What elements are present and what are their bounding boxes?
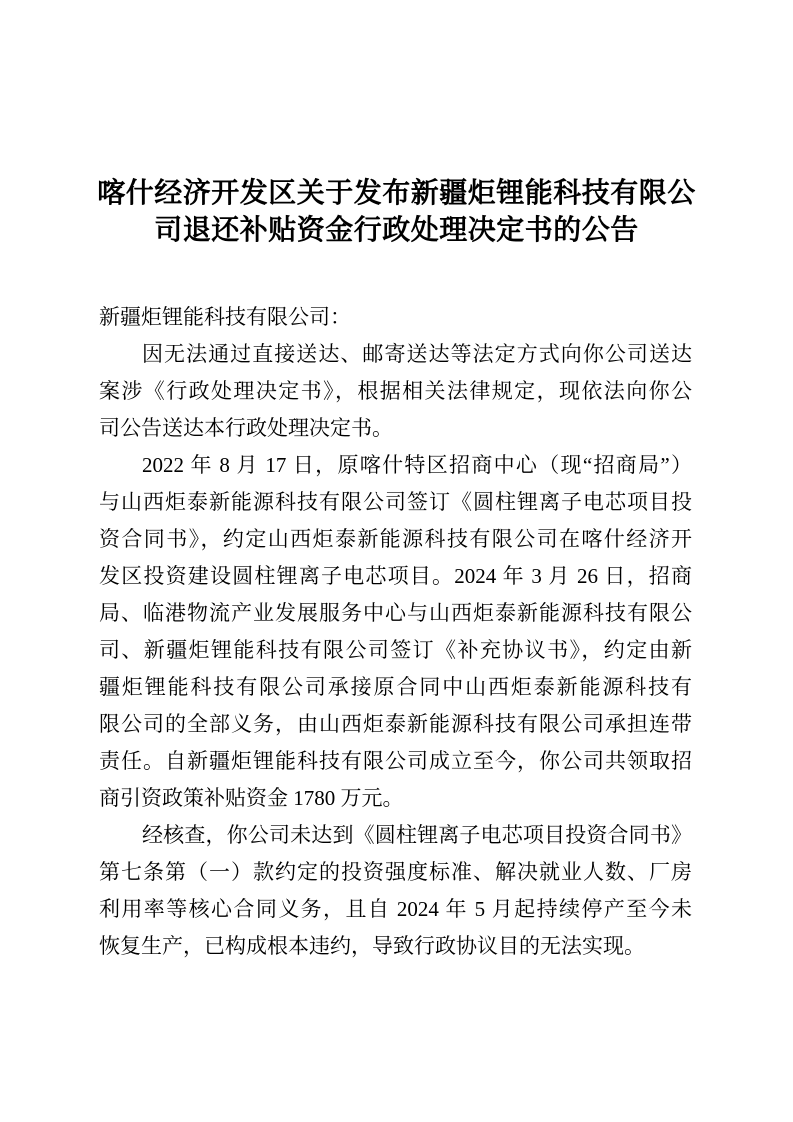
text-line: 利用率等核心合同义务，且自 2024 年 5 月起持续停产至今未 (99, 897, 692, 921)
text-line: 恢复生产，已构成根本违约，导致行政协议目的无法实现。 (99, 934, 645, 958)
text-line: 发区投资建设圆柱锂离子电芯项目。2024 年 3 月 26 日，招商 (99, 564, 692, 588)
document-title-line: 司退还补贴资金行政处理决定书的公告 (154, 215, 639, 246)
text-line: 经核查，你公司未达到《圆柱锂离子电芯项目投资合同书》 (142, 823, 692, 847)
text-line: 责任。自新疆炬锂能科技有限公司成立至今，你公司共领取招 (99, 749, 692, 773)
text-line: 与山西炬泰新能源科技有限公司签订《圆柱锂离子电芯项目投 (99, 490, 692, 514)
document-title (60, 174, 733, 248)
text-line: 2022 年 8 月 17 日，原喀什特区招商中心（现“招商局”） (142, 453, 692, 477)
notice-paragraph (99, 336, 692, 447)
text-line: 资合同书》，约定山西炬泰新能源科技有限公司在喀什经济开 (99, 527, 692, 551)
text-line: 局、临港物流产业发展服务中心与山西炬泰新能源科技有限公 (99, 601, 692, 625)
findings-paragraph (99, 817, 692, 965)
text-line: 司公告送达本行政处理决定书。 (99, 416, 393, 440)
text-line: 司、新疆炬锂能科技有限公司签订《补充协议书》，约定由新 (99, 638, 692, 662)
text-line: 因无法通过直接送达、邮寄送达等法定方式向你公司送达 (142, 342, 692, 366)
text-line: 第七条第（一）款约定的投资强度标准、解决就业人数、厂房 (99, 860, 692, 884)
background-paragraph (99, 447, 692, 817)
document-body (99, 299, 692, 965)
text-line: 疆炬锂能科技有限公司承接原合同中山西炬泰新能源科技有 (99, 675, 692, 699)
document-title-line: 喀什经济开发区关于发布新疆炬锂能科技有限公 (97, 178, 696, 209)
text-line: 案涉《行政处理决定书》，根据相关法律规定，现依法向你公 (99, 379, 692, 403)
text-line: 限公司的全部义务，由山西炬泰新能源科技有限公司承担连带 (99, 712, 692, 736)
salutation-paragraph (99, 299, 692, 336)
text-line: 新疆炬锂能科技有限公司： (99, 305, 351, 329)
text-line: 商引资政策补贴资金 1780 万元。 (99, 786, 404, 810)
